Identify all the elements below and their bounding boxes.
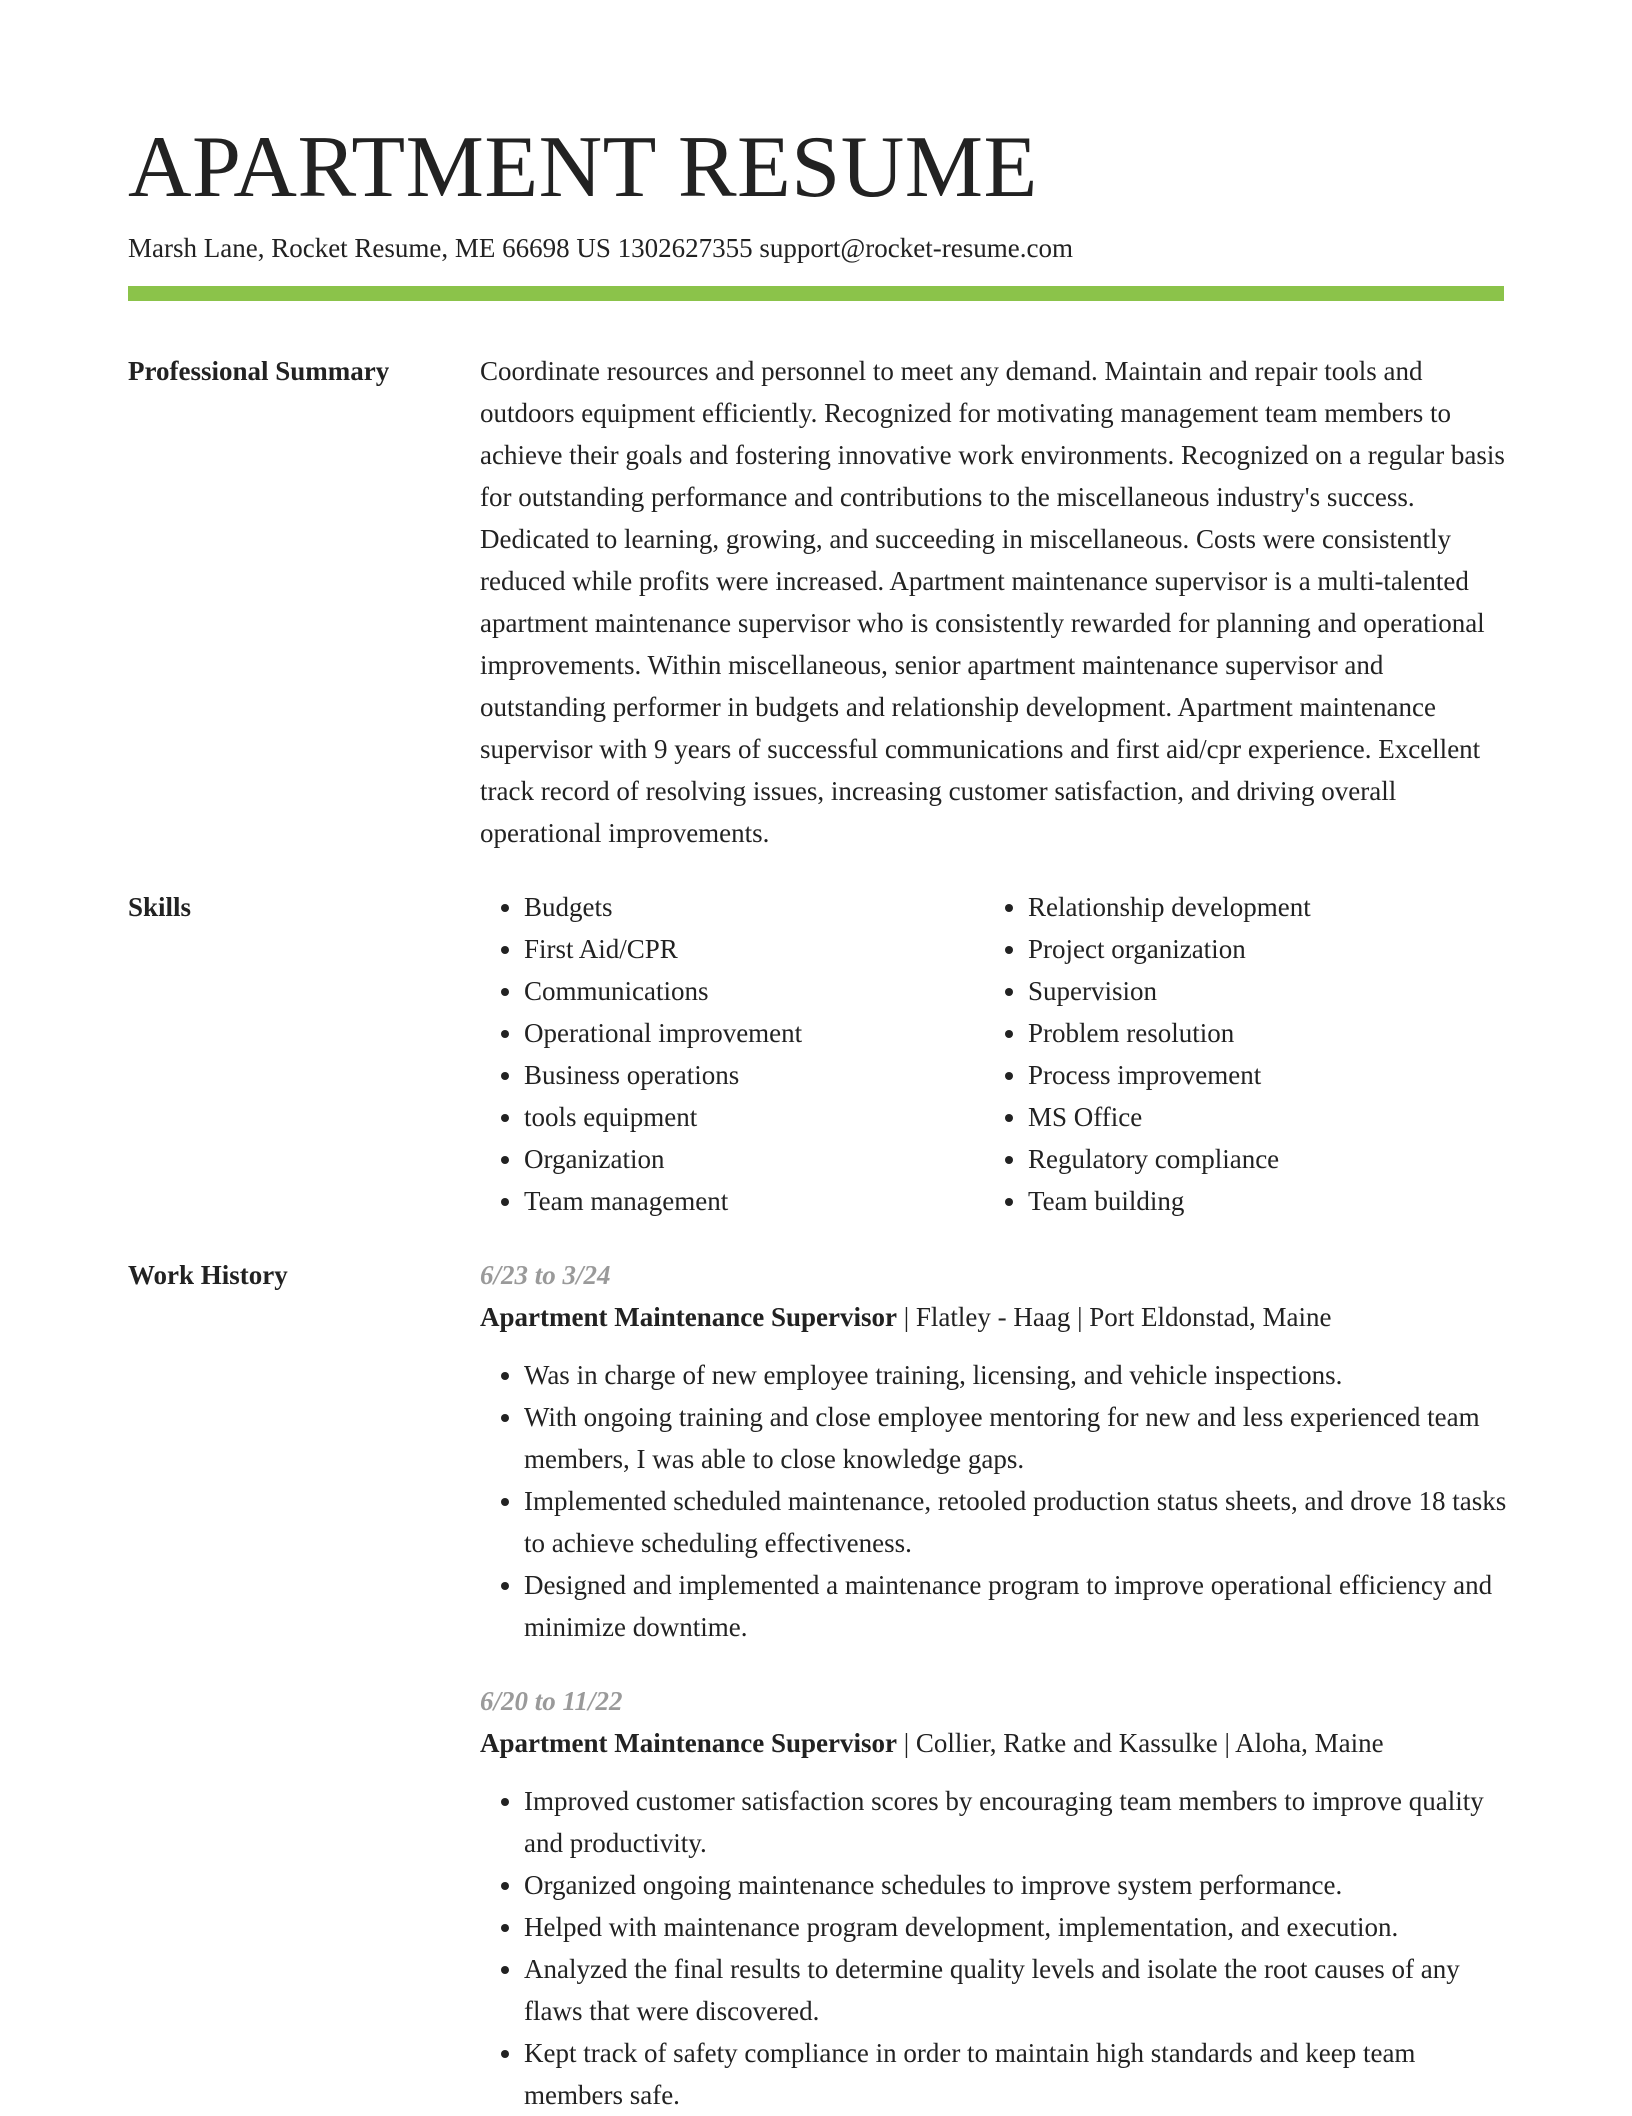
skill-item: • Problem resolution xyxy=(1028,1012,1508,1054)
skill-item: • Communications xyxy=(524,970,974,1012)
skill-item: • MS Office xyxy=(1028,1096,1508,1138)
skill-item: • Supervision xyxy=(1028,970,1508,1012)
summary-text: Coordinate resources and personnel to meet any demand. Maintain and repair tools and outdoors equipment efficiently. Recognized for motivating management team members to achieve their goals and fostering innovative work environments. Recognized on a regular basis for outstanding performance and contributions to the miscellaneous industry's success. Dedicated to learning, growing, and succeeding in miscellaneous. Costs were consistently reduced while profits were increased. Apartment maintenance supervisor is a multi-talented apartment maintenance supervisor who is consistently rewarded for planning and operational improvements. Within miscellaneous, senior apartment maintenance supervisor and outstanding performer in budgets and relationship development. Apartment maintenance supervisor with 9 years of successful communications and first aid/cpr experience. Excellent track record of resolving issues, increasing customer satisfaction, and driving overall operational improvements. xyxy=(480,356,1505,848)
skill-item: • Organization xyxy=(524,1138,974,1180)
job-header xyxy=(480,1296,1510,1338)
skill-item: • Team building xyxy=(1028,1180,1508,1222)
job-entry xyxy=(480,1254,1510,1648)
job-dates: 6/20 to 11/22 xyxy=(480,1686,623,1716)
skill-item: • Regulatory compliance xyxy=(1028,1138,1508,1180)
job-bullet: • Was in charge of new employee training, licensing, and vehicle inspections. xyxy=(524,1354,1510,1396)
job-dates: 6/23 to 3/24 xyxy=(480,1260,611,1290)
skills-list-left xyxy=(480,886,974,1222)
skill-item: • Business operations xyxy=(524,1054,974,1096)
job-details: | Flatley - Haag | Port Eldonstad, Maine xyxy=(896,1302,1332,1332)
skill-item: • Team management xyxy=(524,1180,974,1222)
job-bullet: • Kept track of safety compliance in order to maintain high standards and keep team members safe. xyxy=(524,2032,1510,2116)
skills-heading: Skills xyxy=(128,892,192,922)
job-bullet: • Implemented scheduled maintenance, retooled production status sheets, and drove 18 tasks to achieve scheduling effectiveness. xyxy=(524,1480,1510,1564)
job-bullet: • Improved customer satisfaction scores by encouraging team members to improve quality and productivity. xyxy=(524,1780,1510,1864)
job-bullets xyxy=(480,1780,1510,2116)
skills-list-right xyxy=(984,886,1508,1222)
job-details: | Collier, Ratke and Kassulke | Aloha, Maine xyxy=(896,1728,1384,1758)
header-divider xyxy=(128,286,1504,301)
contact-line: Marsh Lane, Rocket Resume, ME 66698 US 1302627355 support@rocket-resume.com xyxy=(128,233,1073,263)
job-bullet: • Designed and implemented a maintenance program to improve operational efficiency and minimize downtime. xyxy=(524,1564,1510,1648)
job-bullets xyxy=(480,1354,1510,1648)
summary-heading: Professional Summary xyxy=(128,356,390,386)
job-bullet: • Helped with maintenance program development, implementation, and execution. xyxy=(524,1906,1510,1948)
job-bullet: • Analyzed the final results to determine quality levels and isolate the root causes of any flaws that were discovered. xyxy=(524,1948,1510,2032)
skill-item: • Relationship development xyxy=(1028,886,1508,928)
skill-item: • Operational improvement xyxy=(524,1012,974,1054)
job-entry xyxy=(480,1680,1510,2116)
skill-item: • Budgets xyxy=(524,886,974,928)
job-header xyxy=(480,1722,1510,1764)
skill-item: • Process improvement xyxy=(1028,1054,1508,1096)
page-title: APARTMENT RESUME xyxy=(128,119,1038,216)
skill-item: • tools equipment xyxy=(524,1096,974,1138)
skill-item: • Project organization xyxy=(1028,928,1508,970)
job-bullet: • With ongoing training and close employee mentoring for new and less experienced team members, I was able to close knowledge gaps. xyxy=(524,1396,1510,1480)
job-title: Apartment Maintenance Supervisor xyxy=(480,1728,897,1758)
job-title: Apartment Maintenance Supervisor xyxy=(480,1302,897,1332)
skill-item: • First Aid/CPR xyxy=(524,928,974,970)
job-bullet: • Organized ongoing maintenance schedules to improve system performance. xyxy=(524,1864,1510,1906)
work-history-heading: Work History xyxy=(128,1260,288,1290)
